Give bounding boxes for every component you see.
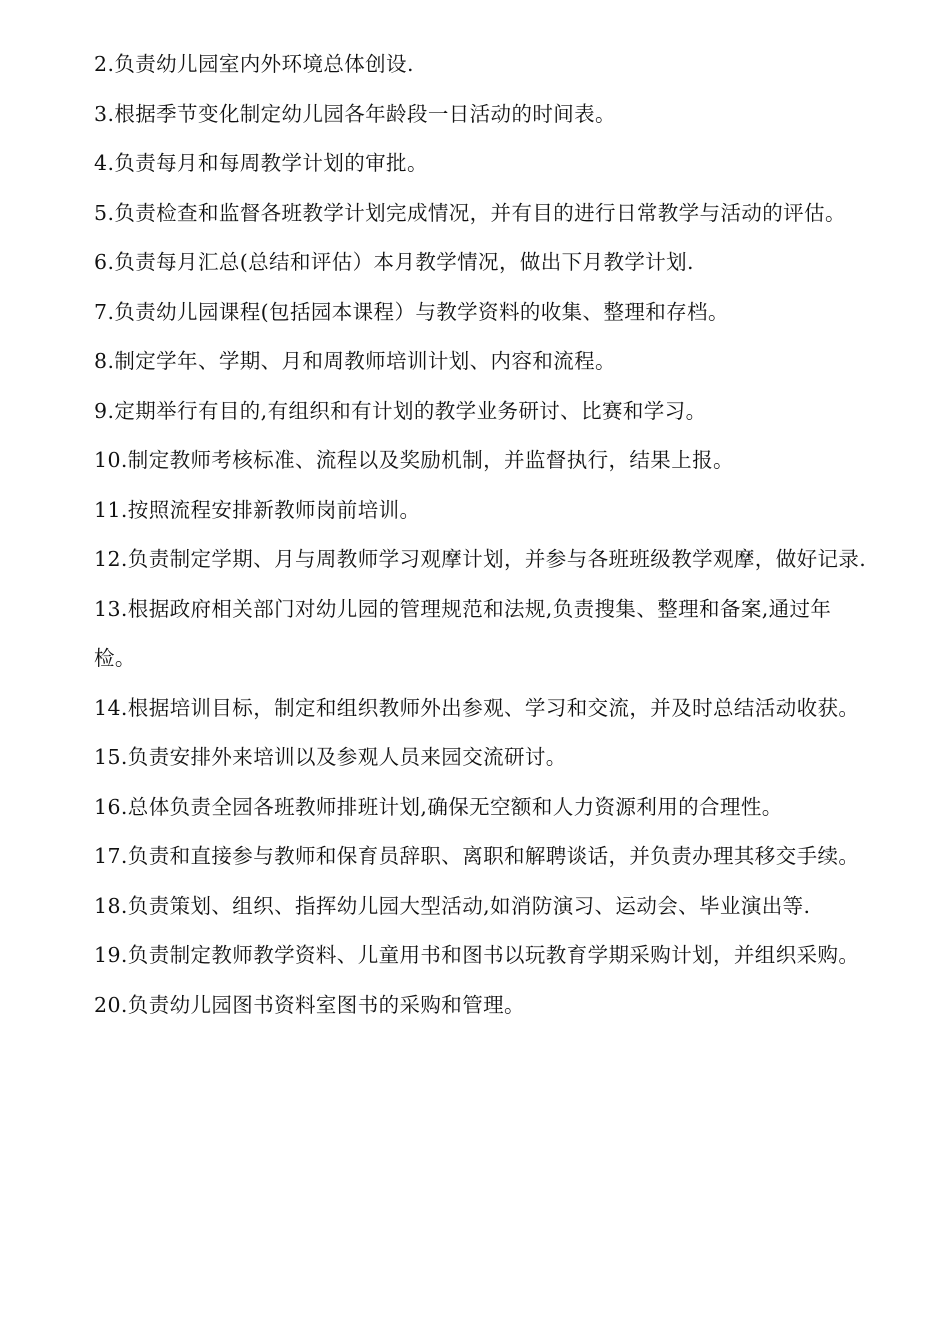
list-item: 17.负责和直接参与教师和保育员辞职、离职和解聘谈话，并负责办理其移交手续。 — [94, 844, 860, 868]
list-item: 11.按照流程安排新教师岗前培训。 — [94, 497, 421, 522]
list-item: 6.负责每月汇总(总结和评估）本月教学情况，做出下月教学计划. — [94, 250, 694, 274]
list-item: 10.制定教师考核标准、流程以及奖励机制，并监督执行，结果上报。 — [94, 448, 734, 472]
list-item: 8.制定学年、学期、月和周教师培训计划、内容和流程。 — [94, 349, 616, 373]
list-item: 14.根据培训目标，制定和组织教师外出参观、学习和交流，并及时总结活动收获。 — [94, 695, 860, 720]
list-item: 7.负责幼儿园课程(包括园本课程）与教学资料的收集、整理和存档。 — [94, 299, 729, 324]
list-item: 3.根据季节变化制定幼儿园各年龄段一日活动的时间表。 — [94, 101, 616, 126]
list-item: 13.根据政府相关部门对幼儿园的管理规范和法规,负责搜集、整理和备案,通过年检。 — [94, 596, 832, 670]
list-item: 2.负责幼儿园室内外环境总体创设. — [94, 52, 414, 76]
list-item: 15.负责安排外来培训以及参观人员来园交流研讨。 — [94, 745, 567, 769]
list-item: 4.负责每月和每周教学计划的审批。 — [94, 151, 428, 175]
list-item: 19.负责制定教师教学资料、儿童用书和图书以玩教育学期采购计划，并组织采购。 — [94, 943, 860, 967]
list-item: 18.负责策划、组织、指挥幼儿园大型活动,如消防演习、运动会、毕业演出等. — [94, 893, 811, 918]
list-item: 12.负责制定学期、月与周教师学习观摩计划，并参与各班班级教学观摩，做好记录. — [94, 547, 867, 571]
list-item: 9.定期举行有目的,有组织和有计划的教学业务研讨、比赛和学习。 — [94, 398, 707, 423]
list-item: 5.负责检查和监督各班教学计划完成情况，并有目的进行日常教学与活动的评估。 — [94, 200, 846, 225]
responsibility-list — [94, 40, 869, 1030]
list-item: 16.总体负责全园各班教师排班计划,确保无空额和人力资源利用的合理性。 — [94, 794, 783, 819]
list-item: 20.负责幼儿园图书资料室图书的采购和管理。 — [94, 992, 525, 1017]
